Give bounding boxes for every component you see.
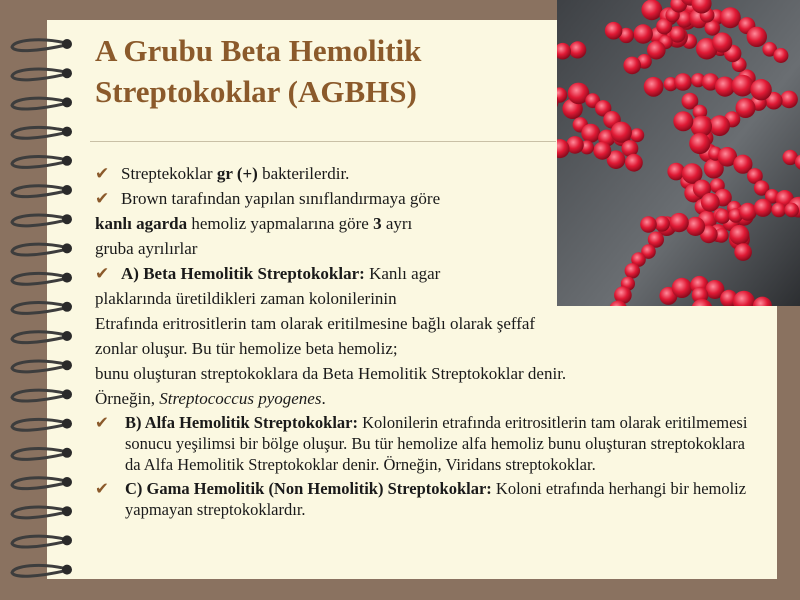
check-icon: ✔	[95, 479, 109, 498]
spiral-binding	[0, 0, 80, 600]
coccus-cell	[747, 27, 767, 47]
coccus-cell	[712, 32, 732, 52]
title-line-2: Streptokoklar (AGBHS)	[95, 74, 417, 109]
coccus-cell	[605, 22, 623, 40]
binding-ring	[12, 127, 72, 139]
check-icon: ✔	[95, 164, 110, 183]
coccus-cell	[644, 77, 664, 97]
text-line-7: Etrafında eritrositlerin tam olarak eritilmesine bağlı olarak şeffaf	[95, 314, 536, 333]
check-icon: ✔	[95, 413, 109, 432]
coccus-cell	[581, 124, 600, 143]
binding-ring	[12, 477, 72, 489]
coccus-cell	[709, 115, 730, 136]
coccus-cell	[641, 0, 662, 20]
binding-ring	[12, 68, 72, 80]
coccus-cell	[773, 48, 788, 63]
text-line-9: bunu oluşturan streptokoklara da Beta Hemolitik Streptokoklar denir.	[95, 364, 567, 383]
binding-ring	[12, 97, 72, 109]
coccus-cell	[630, 128, 644, 142]
binding-ring	[12, 565, 72, 577]
coccus-cell	[674, 73, 692, 91]
text-line-3: kanlı agarda hemoliz yapmalarına göre 3 ayrı	[95, 214, 413, 233]
title-line-1: A Grubu Beta Hemolitik	[95, 33, 422, 68]
bullet-beta-hemolytic: ✔ A) Beta Hemolitik Streptokoklar: Kanlı agar	[95, 261, 765, 286]
coccus-cell	[634, 24, 653, 43]
title-divider	[90, 141, 556, 142]
binding-ring	[12, 185, 72, 197]
check-icon: ✔	[95, 264, 110, 283]
binding-ring	[12, 214, 72, 226]
binding-ring	[12, 156, 72, 168]
slide-body	[95, 161, 765, 523]
coccus-cell	[611, 122, 632, 143]
text-line-4: gruba ayrılırlar	[95, 239, 198, 258]
coccus-cell	[771, 203, 786, 218]
binding-ring	[12, 535, 72, 547]
binding-ring	[12, 39, 72, 51]
bullet-brown-classification: ✔ Brown tarafından yapılan sınıflandırmaya göre	[95, 186, 765, 211]
text-line-6: plaklarında üretildikleri zaman kolonilerinin	[95, 289, 397, 308]
binding-ring	[12, 331, 72, 343]
bullet-gram-positive: ✔ Streptekoklar gr (+) bakterilerdir.	[95, 161, 765, 186]
binding-ring	[12, 419, 72, 431]
binding-ring	[12, 389, 72, 401]
binding-ring	[12, 448, 72, 460]
coccus-cell	[750, 79, 771, 100]
coccus-cell	[623, 57, 641, 75]
coccus-cell	[780, 91, 798, 109]
coccus-cell	[784, 203, 799, 218]
bullet-gama-hemolytic: ✔ C) Gama Hemolitik (Non Hemolitik) Streptokoklar: Koloni etrafında herhangi bir hemoliz yapmayan streptokoklardır.	[95, 479, 747, 519]
binding-ring	[12, 243, 72, 255]
coccus-cell	[569, 41, 586, 58]
check-icon: ✔	[95, 189, 110, 208]
binding-ring	[12, 302, 72, 314]
binding-ring	[12, 360, 72, 372]
coccus-cell	[593, 142, 611, 160]
text-line-8: zonlar oluşur. Bu tür hemolize beta hemoliz;	[95, 339, 398, 358]
binding-ring	[12, 273, 72, 285]
slide-title	[95, 30, 421, 112]
coccus-cell	[673, 111, 693, 131]
hemolysis-types-list	[95, 412, 765, 520]
text-line-10: Örneğin, Streptococcus pyogenes.	[95, 389, 326, 408]
bullet-alfa-hemolytic: ✔ B) Alfa Hemolitik Streptokoklar: Kolonilerin etrafında eritrositlerin tam olarak eritilmemesi sonucu yeşilimsi bir bölge oluşur. Bu tür hemolize alfa hemoliz bunu oluşturan streptokoklara da Alfa Hemolitik Streptokoklar denir. Örneğin, Viridans streptokoklar.	[95, 413, 748, 474]
coccus-cell	[720, 7, 741, 28]
coccus-cell	[689, 133, 710, 154]
coccus-cell	[732, 75, 754, 97]
binding-ring	[12, 506, 72, 518]
